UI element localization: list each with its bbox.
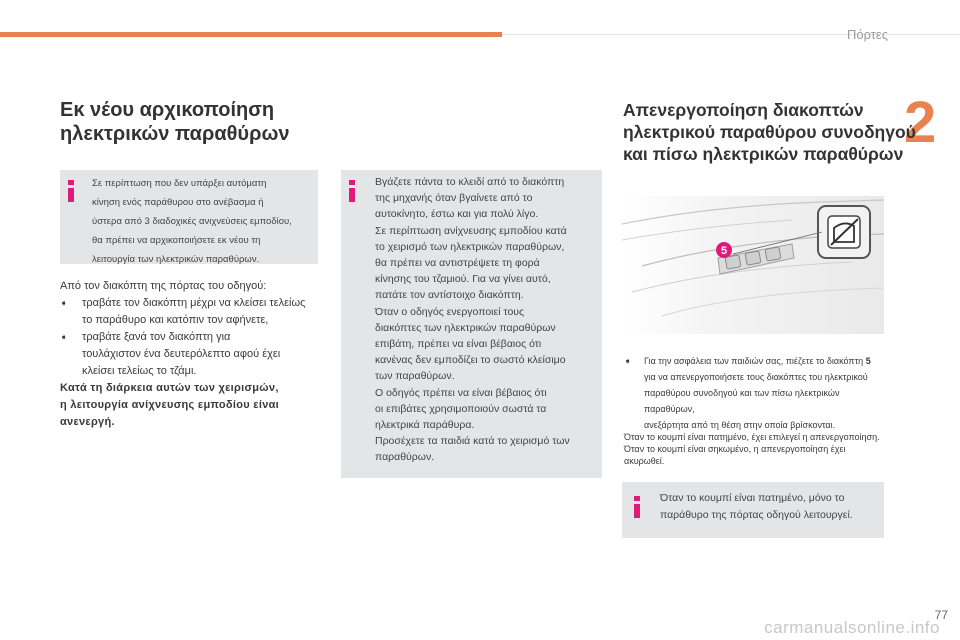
- info-line: παράθυρο της πόρτας οδηγού λειτουργεί.: [660, 509, 853, 521]
- warning-note: η λειτουργία ανίχνευσης εμποδίου είναι: [60, 399, 280, 411]
- info-line: διακόπτες των ηλεκτρικών παραθύρων: [375, 321, 556, 334]
- info-icon: [68, 180, 74, 202]
- switch-ref: 5: [865, 356, 871, 366]
- info-line: ηλεκτρικά παράθυρα.: [375, 419, 475, 432]
- left-title-line: Εκ νέου αρχικοποίηση: [60, 99, 275, 121]
- info-line: Προσέχετε τα παιδιά κατά το χειρισμό των: [375, 435, 570, 448]
- info-line: το χειρισμό των ηλεκτρικών παραθύρων,: [375, 240, 565, 253]
- info-icon: [349, 180, 355, 202]
- right-info-box: [622, 482, 884, 538]
- warning-note: ανενεργή.: [60, 416, 115, 428]
- bullet-item: ➧ Για την ασφάλεια των παιδιών σας, πιέζετε το διακόπτη 5 για να απενεργοποιήσετε τους διακόπτες του ηλεκτρικού παραθύρου συνοδηγού και των πίσω ηλεκτρικών παραθύρων, ανεξάρτητα από τη θέση στην οποία βρίσκονται.: [624, 353, 886, 433]
- info-line: οι επιβάτες χρησιμοποιούν σωστά τα: [375, 402, 547, 415]
- info-line: Σε περίπτωση που δεν υπάρξει αυτόματη: [92, 178, 267, 189]
- info-line: επιβάτη, πρέπει να είναι βέβαιος ότι: [375, 338, 542, 351]
- bullet-item: ➧ τραβάτε τον διακόπτη μέχρι να κλείσει τελείως το παράθυρο και κατόπιν τον αφήνετε,: [60, 297, 306, 326]
- left-section-title: [60, 98, 289, 146]
- right-note: [624, 431, 886, 467]
- watermark: carmanualsonline.info: [764, 618, 940, 637]
- info-line: των παραθύρων.: [375, 370, 455, 383]
- door-switch-illustration: [622, 196, 884, 334]
- note-line: ακυρωθεί.: [624, 456, 665, 466]
- child-lock-button: [818, 206, 870, 258]
- info-line: Σε περίπτωση ανίχνευσης εμποδίου κατά: [375, 224, 567, 237]
- right-bullet: [624, 353, 886, 433]
- info-line: αυτοκίνητο, έστω και για πολύ λίγο.: [375, 208, 539, 221]
- note-line: Όταν το κουμπί είναι σηκωμένο, η απενεργοποίηση έχει: [624, 444, 846, 454]
- info-line: Όταν το κουμπί είναι πατημένο, μόνο το: [660, 492, 845, 504]
- left-info-text: [92, 174, 314, 269]
- info-line: λειτουργία των ηλεκτρικών παραθύρων.: [92, 254, 260, 265]
- right-info-text: [660, 490, 880, 524]
- chapter-number: 2: [904, 90, 937, 155]
- right-title-line: ηλεκτρικού παραθύρου συνοδηγού: [623, 122, 916, 142]
- info-line: της μηχανής όταν βγαίνετε από το: [375, 192, 533, 205]
- right-title-line: Απενεργοποίηση διακοπτών: [623, 100, 864, 120]
- bullet-arrow-icon: ➧: [60, 332, 68, 342]
- info-line: θα πρέπει να αρχικοποιήσετε εκ νέου τη: [92, 235, 261, 246]
- middle-info-box: [341, 170, 602, 478]
- info-icon: [634, 496, 640, 518]
- right-title-line: και πίσω ηλεκτρικών παραθύρων: [623, 144, 904, 164]
- left-title-line: ηλεκτρικών παραθύρων: [60, 123, 290, 145]
- right-section-title: [623, 99, 916, 165]
- callout-number: 5: [720, 245, 728, 257]
- info-line: κίνηση ενός παράθυρου στο ανέβασμα ή: [92, 197, 264, 208]
- info-line: πατάτε τον αντίστοιχο διακόπτη.: [375, 289, 524, 302]
- warning-note: Κατά τη διάρκεια αυτών των χειρισμών,: [60, 382, 279, 394]
- info-line: κανένας δεν εμποδίζει το σωστό κλείσιμο: [375, 354, 566, 367]
- left-body: [60, 278, 328, 431]
- info-line: κίνησης του τζαμιού. Για να γίνει αυτό,: [375, 273, 551, 286]
- bullet-item: ➧ τραβάτε ξανά τον διακόπτη για τουλάχιστον ένα δευτερόλεπτο αφού έχει κλείσει τελείως το τζάμι.: [60, 331, 281, 377]
- header-rule: [502, 34, 960, 35]
- info-line: ύστερα από 3 διαδοχικές ανιχνεύσεις εμποδίου,: [92, 216, 292, 227]
- info-line: Όταν ο οδηγός ενεργοποιεί τους: [375, 305, 525, 318]
- bullet-arrow-icon: ➧: [60, 298, 68, 308]
- page-number: 77: [934, 608, 948, 622]
- bullet-arrow-icon: ➧: [624, 356, 632, 366]
- middle-info-text: [375, 174, 599, 466]
- info-line: παραθύρων.: [375, 451, 435, 464]
- header-accent-bar: [0, 32, 502, 37]
- info-line: Βγάζετε πάντα το κλειδί από το διακόπτη: [375, 176, 565, 188]
- info-line: Ο οδηγός πρέπει να είναι βέβαιος ότι: [375, 386, 547, 399]
- door-panel-drawing: [622, 196, 884, 334]
- section-label: Πόρτες: [846, 27, 888, 42]
- note-line: Όταν το κουμπί είναι πατημένο, έχει επιλεγεί η απενεργοποίηση.: [624, 432, 880, 442]
- left-info-box: [60, 170, 318, 264]
- info-line: θα πρέπει να αντιστρέψετε τη φορά: [375, 257, 540, 270]
- callout-5-badge: [716, 242, 732, 258]
- intro-text: Από τον διακόπτη της πόρτας του οδηγού:: [60, 280, 267, 292]
